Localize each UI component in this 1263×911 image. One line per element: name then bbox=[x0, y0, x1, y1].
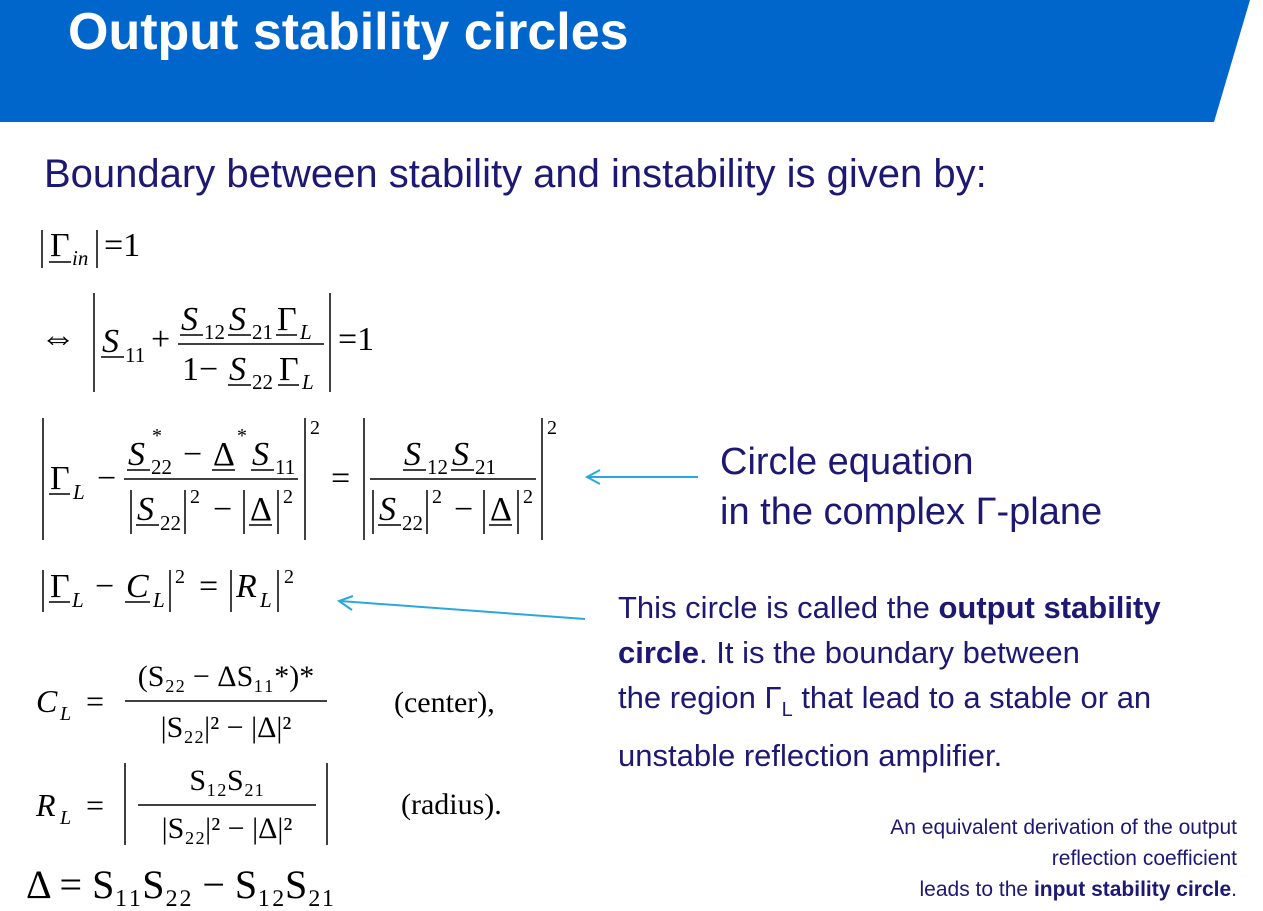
svg-text:Δ: Δ bbox=[490, 491, 512, 528]
svg-text:22: 22 bbox=[160, 511, 181, 535]
output-circle-description: This circle is called the output stability circle. It is the boundary between the region $\Gamma_L$ that lead to a stable or an unstable reflection amplifier. bbox=[618, 590, 1161, 773]
svg-text:Δ: Δ bbox=[213, 436, 235, 473]
equation-gamma-in bbox=[42, 227, 140, 270]
equation-circle-form bbox=[43, 417, 557, 540]
svg-text:+: + bbox=[151, 321, 171, 358]
svg-text:R: R bbox=[36, 787, 56, 823]
svg-text:L: L bbox=[72, 588, 84, 612]
svg-text:11: 11 bbox=[125, 343, 146, 367]
svg-text:|S₂₂|² − |Δ|²: |S₂₂|² − |Δ|² bbox=[160, 711, 292, 744]
svg-text:12: 12 bbox=[204, 320, 225, 344]
svg-text:L: L bbox=[73, 480, 85, 504]
svg-text:2: 2 bbox=[190, 486, 200, 508]
svg-text:−: − bbox=[97, 460, 117, 497]
svg-text:=1: =1 bbox=[338, 321, 375, 358]
svg-text:S: S bbox=[137, 491, 154, 528]
svg-text:S: S bbox=[379, 491, 396, 528]
arrow-to-circle-equation bbox=[587, 470, 698, 484]
svg-text:11: 11 bbox=[275, 455, 296, 479]
svg-text:21: 21 bbox=[252, 320, 273, 344]
circle-equation-line1: Circle equation bbox=[720, 441, 974, 483]
svg-text:=: = bbox=[86, 683, 105, 719]
svg-text:2: 2 bbox=[284, 566, 294, 588]
equation-radius bbox=[35, 763, 502, 845]
svg-text:2: 2 bbox=[523, 486, 533, 508]
svg-text:|S₂₂|² − |Δ|²: |S₂₂|² − |Δ|² bbox=[161, 812, 293, 845]
svg-text:S: S bbox=[229, 301, 246, 338]
svg-text:12: 12 bbox=[427, 455, 448, 479]
svg-text:2: 2 bbox=[432, 486, 442, 508]
equation-delta: Δ = S₁₁S₂₂ − S₁₂S₂₁ bbox=[26, 862, 336, 907]
svg-text:Γ: Γ bbox=[277, 301, 297, 338]
svg-text:2: 2 bbox=[175, 566, 185, 588]
svg-text:C: C bbox=[126, 568, 149, 605]
svg-text:L: L bbox=[300, 320, 312, 344]
svg-text:−: − bbox=[95, 568, 115, 605]
gamma-symbol: Γ bbox=[50, 227, 70, 264]
svg-text:22: 22 bbox=[151, 455, 172, 479]
svg-text:(radius).: (radius). bbox=[401, 788, 502, 821]
svg-text:21: 21 bbox=[475, 455, 496, 479]
svg-text:*: * bbox=[152, 425, 162, 447]
svg-text:L: L bbox=[260, 588, 272, 612]
svg-text:−: − bbox=[213, 491, 233, 528]
circle-equation-note bbox=[720, 437, 1102, 537]
svg-text:S: S bbox=[128, 436, 145, 473]
equation-center bbox=[36, 660, 495, 744]
s-symbol: S bbox=[102, 323, 119, 360]
svg-text:L: L bbox=[60, 703, 72, 725]
svg-text:S₁₂S₂₁: S₁₂S₂₁ bbox=[189, 764, 265, 797]
svg-text:(center),: (center), bbox=[394, 686, 495, 719]
arrow-to-output-circle bbox=[339, 596, 585, 619]
svg-text:L: L bbox=[302, 370, 314, 394]
page-title: Output stability circles bbox=[68, 3, 629, 61]
svg-text:*: * bbox=[237, 425, 247, 447]
svg-text:=: = bbox=[331, 460, 351, 497]
svg-text:Γ: Γ bbox=[50, 460, 70, 497]
svg-text:22: 22 bbox=[252, 370, 273, 394]
iff-symbol: ⇔ bbox=[40, 317, 76, 357]
svg-text:L: L bbox=[60, 807, 72, 829]
svg-text:−: − bbox=[454, 491, 474, 528]
equation-circle-short bbox=[43, 566, 294, 612]
svg-text:S: S bbox=[404, 436, 421, 473]
svg-text:1−: 1− bbox=[182, 351, 219, 388]
svg-text:2: 2 bbox=[283, 486, 293, 508]
svg-text:Γ: Γ bbox=[50, 568, 70, 605]
svg-text:Γ: Γ bbox=[279, 351, 299, 388]
equation-s11-expansion bbox=[40, 293, 374, 394]
svg-text:=: = bbox=[199, 568, 219, 605]
svg-text:S: S bbox=[181, 301, 198, 338]
svg-text:C: C bbox=[36, 683, 58, 719]
svg-text:2: 2 bbox=[310, 417, 320, 439]
svg-text:L: L bbox=[153, 588, 165, 612]
svg-text:2: 2 bbox=[547, 417, 557, 439]
svg-text:S: S bbox=[452, 436, 469, 473]
svg-text:−: − bbox=[183, 436, 203, 473]
svg-text:R: R bbox=[236, 568, 257, 605]
intro-text: Boundary between stability and instability is given by: bbox=[44, 152, 987, 196]
svg-text:S: S bbox=[252, 436, 269, 473]
input-stability-note: An equivalent derivation of the output reflection coefficient leads to the input stability circle. bbox=[890, 816, 1237, 901]
svg-text:S: S bbox=[229, 351, 246, 388]
subscript-in: in bbox=[72, 246, 89, 270]
rhs-one: =1 bbox=[104, 227, 141, 264]
circle-equation-line2: in the complex Γ-plane bbox=[720, 491, 1103, 533]
svg-text:22: 22 bbox=[402, 511, 423, 535]
svg-text:=: = bbox=[86, 787, 105, 823]
svg-text:Δ: Δ bbox=[250, 491, 272, 528]
svg-text:(S₂₂ − ΔS₁₁*)*: (S₂₂ − ΔS₁₁*)* bbox=[137, 660, 315, 693]
